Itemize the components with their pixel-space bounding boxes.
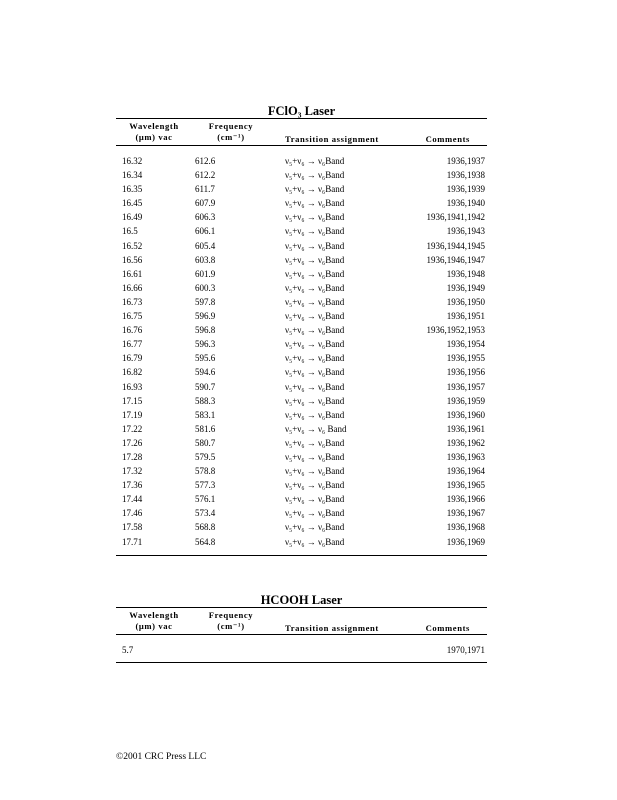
comments-cell: 1936,1944,1945 <box>426 240 485 251</box>
header-bottom-rule <box>116 145 487 146</box>
comments-cell: 1936,1941,1942 <box>426 212 485 223</box>
header-wavelength-line2: (μm) vac <box>135 132 173 142</box>
wavelength-cell: 17.36 <box>122 480 143 491</box>
table-row <box>116 267 487 281</box>
table-row <box>116 323 487 337</box>
table-header <box>116 608 487 634</box>
table-row <box>116 520 487 534</box>
transition-cell: ν₅+ν₆ → ν₆Band <box>285 170 345 181</box>
header-transition: Transition assignment <box>285 134 379 144</box>
header-wavelength-line1: Wavelength <box>129 121 179 131</box>
transition-cell: ν₅+ν₆ → ν₆Band <box>285 282 345 293</box>
header-frequency-line1: Frequency <box>208 121 254 131</box>
table-row <box>116 506 487 520</box>
frequency-cell: 576.1 <box>195 494 216 505</box>
wavelength-cell: 16.5 <box>122 226 138 237</box>
wavelength-cell: 16.32 <box>122 156 143 166</box>
frequency-cell: 612.6 <box>195 156 216 166</box>
transition-cell: ν₅+ν₆ → ν₆Band <box>285 184 345 195</box>
comments-cell: 1936,1969 <box>446 536 485 547</box>
comments-cell: 1936,1951 <box>446 311 485 322</box>
transition-cell: ν₅+ν₆ → ν₆Band <box>285 395 345 406</box>
table-row <box>116 168 487 182</box>
transition-cell: ν₅+ν₆ → ν₆Band <box>285 353 345 364</box>
table-title: FClO₃ Laser <box>267 104 336 118</box>
header-frequency-line2: (cm⁻¹) <box>217 132 245 142</box>
transition-cell: ν₅+ν₆ → ν₆Band <box>285 226 345 237</box>
comments-cell: 1936,1955 <box>446 353 485 364</box>
comments-cell: 1970,1971 <box>446 645 485 655</box>
wavelength-cell: 16.56 <box>122 254 143 265</box>
table-bottom-rule <box>116 555 487 556</box>
header-frequency-line1: Frequency <box>208 610 254 620</box>
wavelength-cell: 17.44 <box>122 494 143 505</box>
frequency-cell: 596.8 <box>195 325 216 336</box>
fclo3-laser-table <box>116 104 487 556</box>
table-row <box>116 351 487 365</box>
wavelength-cell: 16.52 <box>122 240 143 251</box>
header-comments: Comments <box>425 134 470 144</box>
frequency-cell: 594.6 <box>195 367 216 378</box>
transition-cell: ν₅+ν₆ → ν₆Band <box>285 494 345 505</box>
transition-cell: ν₅+ν₆ → ν₆Band <box>285 311 345 322</box>
frequency-cell: 596.9 <box>195 311 216 322</box>
table-row <box>116 464 487 478</box>
frequency-cell: 601.9 <box>195 268 216 279</box>
frequency-cell: 595.6 <box>195 353 216 364</box>
frequency-cell: 606.3 <box>195 212 216 223</box>
transition-cell: ν₅+ν₆ → ν₆Band <box>285 451 345 462</box>
table-row <box>116 380 487 394</box>
transition-cell: ν₅+ν₆ → ν₆Band <box>285 409 345 420</box>
wavelength-cell: 16.93 <box>122 381 143 392</box>
table-row <box>116 408 487 422</box>
table-row <box>116 422 487 436</box>
frequency-cell: 600.3 <box>195 282 216 293</box>
table-row <box>116 239 487 253</box>
table-row <box>116 337 487 351</box>
frequency-cell: 568.8 <box>195 522 216 533</box>
transition-cell: ν₅+ν₆ → ν₆Band <box>285 268 345 279</box>
transition-cell: ν₅+ν₆ → ν₆Band <box>285 522 345 533</box>
hcooh-laser-table <box>116 593 487 663</box>
frequency-cell: 603.8 <box>195 254 216 265</box>
frequency-cell: 588.3 <box>195 395 216 406</box>
comments-cell: 1936,1952,1953 <box>426 325 485 336</box>
comments-cell: 1936,1959 <box>446 395 485 406</box>
transition-cell: ν₅+ν₆ → ν₆Band <box>285 437 345 448</box>
frequency-cell: 590.7 <box>195 381 216 392</box>
header-frequency <box>196 121 266 143</box>
table-row <box>116 492 487 506</box>
table-row <box>116 535 487 549</box>
wavelength-cell: 17.58 <box>122 522 143 533</box>
transition-cell: ν₅+ν₆ → ν₆Band <box>285 212 345 223</box>
comments-cell: 1936,1957 <box>446 381 485 392</box>
frequency-cell: 578.8 <box>195 466 216 477</box>
comments-cell: 1936,1962 <box>446 437 485 448</box>
comments-cell: 1936,1954 <box>446 339 485 350</box>
wavelength-cell: 17.28 <box>122 451 143 462</box>
table-body <box>116 154 487 549</box>
frequency-cell: 606.1 <box>195 226 216 237</box>
header-wavelength <box>116 121 192 143</box>
wavelength-cell: 17.22 <box>122 423 143 434</box>
transition-cell: ν₅+ν₆ → ν₆ Band <box>285 423 347 434</box>
wavelength-cell: 5.7 <box>122 645 134 655</box>
comments-cell: 1936,1961 <box>446 423 485 434</box>
wavelength-cell: 16.45 <box>122 198 143 209</box>
table-body <box>116 643 487 657</box>
wavelength-cell: 16.76 <box>122 325 143 336</box>
frequency-cell: 579.5 <box>195 451 216 462</box>
frequency-cell: 564.8 <box>195 536 216 547</box>
comments-cell: 1936,1965 <box>446 480 485 491</box>
wavelength-cell: 16.34 <box>122 170 143 181</box>
comments-cell: 1936,1940 <box>446 198 485 209</box>
comments-cell: 1936,1966 <box>446 494 485 505</box>
table-row <box>116 478 487 492</box>
transition-cell: ν₅+ν₆ → ν₆Band <box>285 339 345 350</box>
comments-cell: 1936,1949 <box>446 282 485 293</box>
wavelength-cell: 17.19 <box>122 409 143 420</box>
table-row <box>116 450 487 464</box>
frequency-cell: 577.3 <box>195 480 216 491</box>
wavelength-cell: 16.82 <box>122 367 143 378</box>
transition-cell: ν₅+ν₆ → ν₆Band <box>285 480 345 491</box>
comments-cell: 1936,1950 <box>446 296 485 307</box>
comments-cell: 1936,1939 <box>446 184 485 195</box>
wavelength-cell: 17.32 <box>122 466 143 477</box>
frequency-cell: 573.4 <box>195 508 216 519</box>
header-wavelength <box>116 610 192 632</box>
frequency-cell: 611.7 <box>195 184 215 195</box>
transition-cell: ν₅+ν₆ → ν₆Band <box>285 367 345 378</box>
transition-cell: ν₅+ν₆ → ν₆Band <box>285 381 345 392</box>
wavelength-cell: 16.66 <box>122 282 143 293</box>
comments-cell: 1936,1938 <box>446 170 485 181</box>
header-frequency <box>196 610 266 632</box>
comments-cell: 1936,1946,1947 <box>426 254 485 265</box>
transition-cell: ν₅+ν₆ → ν₆Band <box>285 296 345 307</box>
header-transition: Transition assignment <box>285 623 379 633</box>
comments-cell: 1936,1943 <box>446 226 485 237</box>
wavelength-cell: 16.35 <box>122 184 143 195</box>
frequency-cell: 607.9 <box>195 198 216 209</box>
header-wavelength-line1: Wavelength <box>129 610 179 620</box>
wavelength-cell: 16.77 <box>122 339 143 350</box>
table-bottom-rule <box>116 662 487 663</box>
table-row <box>116 309 487 323</box>
comments-cell: 1936,1960 <box>446 409 485 420</box>
wavelength-cell: 17.26 <box>122 437 143 448</box>
wavelength-cell: 17.71 <box>122 536 143 547</box>
table-row <box>116 394 487 408</box>
table-row <box>116 436 487 450</box>
frequency-cell: 581.6 <box>195 423 216 434</box>
table-row <box>116 253 487 267</box>
transition-cell: ν₅+ν₆ → ν₆Band <box>285 198 345 209</box>
header-frequency-line2: (cm⁻¹) <box>217 621 245 631</box>
table-row <box>116 182 487 196</box>
comments-cell: 1936,1967 <box>446 508 485 519</box>
table-row <box>116 365 487 379</box>
comments-cell: 1936,1968 <box>446 522 485 533</box>
transition-cell: ν₅+ν₆ → ν₆Band <box>285 508 345 519</box>
frequency-cell: 596.3 <box>195 339 216 350</box>
header-bottom-rule <box>116 634 487 635</box>
transition-cell: ν₅+ν₆ → ν₆Band <box>285 156 345 166</box>
wavelength-cell: 16.75 <box>122 311 143 322</box>
table-row <box>116 295 487 309</box>
frequency-cell: 612.2 <box>195 170 216 181</box>
frequency-cell: 597.8 <box>195 296 216 307</box>
wavelength-cell: 17.15 <box>122 395 143 406</box>
frequency-cell: 583.1 <box>195 409 216 420</box>
comments-cell: 1936,1964 <box>446 466 485 477</box>
comments-cell: 1936,1956 <box>446 367 485 378</box>
table-row <box>116 196 487 210</box>
frequency-cell: 605.4 <box>195 240 216 251</box>
transition-cell: ν₅+ν₆ → ν₆Band <box>285 466 345 477</box>
table-title: HCOOH Laser <box>260 593 343 607</box>
table-row <box>116 210 487 224</box>
transition-cell: ν₅+ν₆ → ν₆Band <box>285 254 345 265</box>
wavelength-cell: 17.46 <box>122 508 143 519</box>
transition-cell: ν₅+ν₆ → ν₆Band <box>285 536 345 547</box>
wavelength-cell: 16.49 <box>122 212 143 223</box>
header-wavelength-line2: (μm) vac <box>135 621 173 631</box>
wavelength-cell: 16.73 <box>122 296 143 307</box>
transition-cell: ν₅+ν₆ → ν₆Band <box>285 325 345 336</box>
transition-cell: ν₅+ν₆ → ν₆Band <box>285 240 345 251</box>
wavelength-cell: 16.61 <box>122 268 143 279</box>
header-comments: Comments <box>425 623 470 633</box>
frequency-cell: 580.7 <box>195 437 216 448</box>
copyright-footer: ©2001 CRC Press LLC <box>116 752 207 762</box>
table-row <box>116 643 487 657</box>
table-header <box>116 119 487 145</box>
comments-cell: 1936,1937 <box>446 156 485 166</box>
table-row <box>116 224 487 238</box>
wavelength-cell: 16.79 <box>122 353 143 364</box>
table-row <box>116 154 487 168</box>
comments-cell: 1936,1963 <box>446 451 485 462</box>
table-row <box>116 281 487 295</box>
comments-cell: 1936,1948 <box>446 268 485 279</box>
